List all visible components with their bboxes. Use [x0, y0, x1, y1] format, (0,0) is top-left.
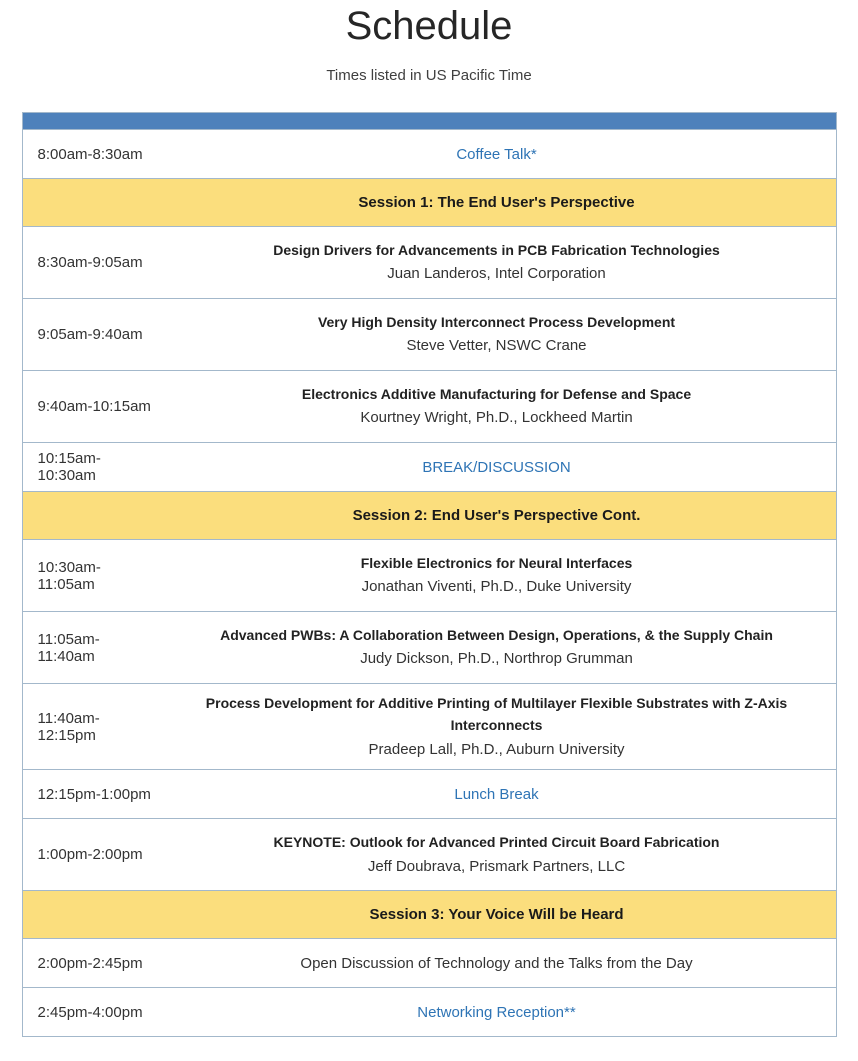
talk-title: Flexible Electronics for Neural Interfaces [360, 555, 633, 572]
schedule-row-break [23, 442, 836, 491]
time-cell: 12:15pm-1:00pm [37, 785, 151, 803]
session-3-header-row [23, 890, 836, 938]
event-cell [158, 179, 836, 226]
time-cell: 8:30am-9:05am [37, 254, 143, 271]
schedule-row-talk [23, 226, 836, 298]
event-cell [158, 819, 836, 890]
event-cell [158, 227, 836, 298]
page-title: Schedule [345, 4, 513, 48]
event-cell [158, 492, 836, 539]
time-cell: 2:45pm-4:00pm [37, 1003, 143, 1021]
talk-title: KEYNOTE: Outlook for Advanced Printed Circuit Board Fabrication [273, 834, 720, 851]
event-cell [158, 891, 836, 938]
schedule-row-talk [23, 611, 836, 683]
talk-title: Very High Density Interconnect Process Development [317, 314, 676, 331]
time-cell-empty [23, 179, 158, 226]
time-cell: 1:00pm-2:00pm [37, 846, 143, 864]
event-cell [158, 684, 836, 769]
talk-speaker: Steve Vetter, NSWC Crane [406, 337, 587, 355]
schedule-row-coffee-talk [23, 129, 836, 178]
talk-title: Process Development for Additive Printing of Multilayer Flexible Substrates with Z-Axis Interconnects [205, 695, 788, 734]
talk-title: Advanced PWBs: A Collaboration Between Design, Operations, & the Supply Chain [220, 627, 773, 644]
session-2-title: Session 2: End User's Perspective Cont. [352, 507, 641, 524]
schedule-row-talk [23, 370, 836, 442]
time-cell: 8:00am-8:30am [37, 145, 143, 163]
schedule-row-talk [23, 539, 836, 611]
event-cell [158, 130, 836, 178]
event-cell [158, 299, 836, 370]
break-discussion-link[interactable]: BREAK/DISCUSSION [422, 458, 571, 476]
time-cell: 9:05am-9:40am [37, 326, 143, 343]
time-cell: 11:05am-11:40am [37, 630, 100, 665]
schedule-row-open-discussion [23, 938, 836, 987]
talk-speaker: Jonathan Viventi, Ph.D., Duke University [361, 578, 632, 596]
schedule-table [22, 112, 837, 1037]
time-cell: 10:15am-10:30am [37, 450, 101, 484]
open-discussion-label: Open Discussion of Technology and the Talks from the Day [300, 954, 693, 972]
session-3-title: Session 3: Your Voice Will be Heard [369, 906, 624, 924]
talk-speaker: Kourtney Wright, Ph.D., Lockheed Martin [360, 409, 633, 427]
event-cell [158, 612, 836, 683]
schedule-row-lunch [23, 769, 836, 818]
lunch-break-link[interactable]: Lunch Break [454, 785, 539, 803]
schedule-row-talk [23, 683, 836, 769]
time-cell-empty [23, 492, 158, 539]
event-cell [158, 988, 836, 1036]
talk-title: Design Drivers for Advancements in PCB Fabrication Technologies [273, 242, 720, 259]
talk-speaker: Pradeep Lall, Ph.D., Auburn University [368, 740, 625, 758]
schedule-row-keynote [23, 818, 836, 890]
event-cell [158, 939, 836, 987]
session-2-header-row [23, 491, 836, 539]
time-cell: 2:00pm-2:45pm [37, 954, 143, 972]
page-header [0, 0, 858, 86]
time-cell: 11:40am-12:15pm [37, 709, 100, 744]
schedule-row-talk [23, 298, 836, 370]
networking-reception-link[interactable]: Networking Reception** [417, 1003, 576, 1021]
talk-title: Electronics Additive Manufacturing for Defense and Space [301, 386, 692, 403]
talk-speaker: Juan Landeros, Intel Corporation [387, 265, 606, 283]
time-cell: 9:40am-10:15am [37, 398, 151, 415]
coffee-talk-link[interactable]: Coffee Talk* [456, 145, 537, 163]
session-1-title: Session 1: The End User's Perspective [358, 194, 635, 211]
table-header-bar [23, 113, 836, 129]
schedule-row-networking [23, 987, 836, 1036]
event-cell [158, 540, 836, 611]
event-cell [158, 770, 836, 818]
session-1-header-row [23, 178, 836, 226]
talk-speaker: Jeff Doubrava, Prismark Partners, LLC [367, 857, 626, 875]
event-cell [158, 443, 836, 491]
time-cell-empty [23, 891, 158, 938]
talk-speaker: Judy Dickson, Ph.D., Northrop Grumman [360, 650, 633, 668]
event-cell [158, 371, 836, 442]
time-cell: 10:30am-11:05am [37, 558, 101, 593]
page-subtitle: Times listed in US Pacific Time [326, 67, 532, 84]
